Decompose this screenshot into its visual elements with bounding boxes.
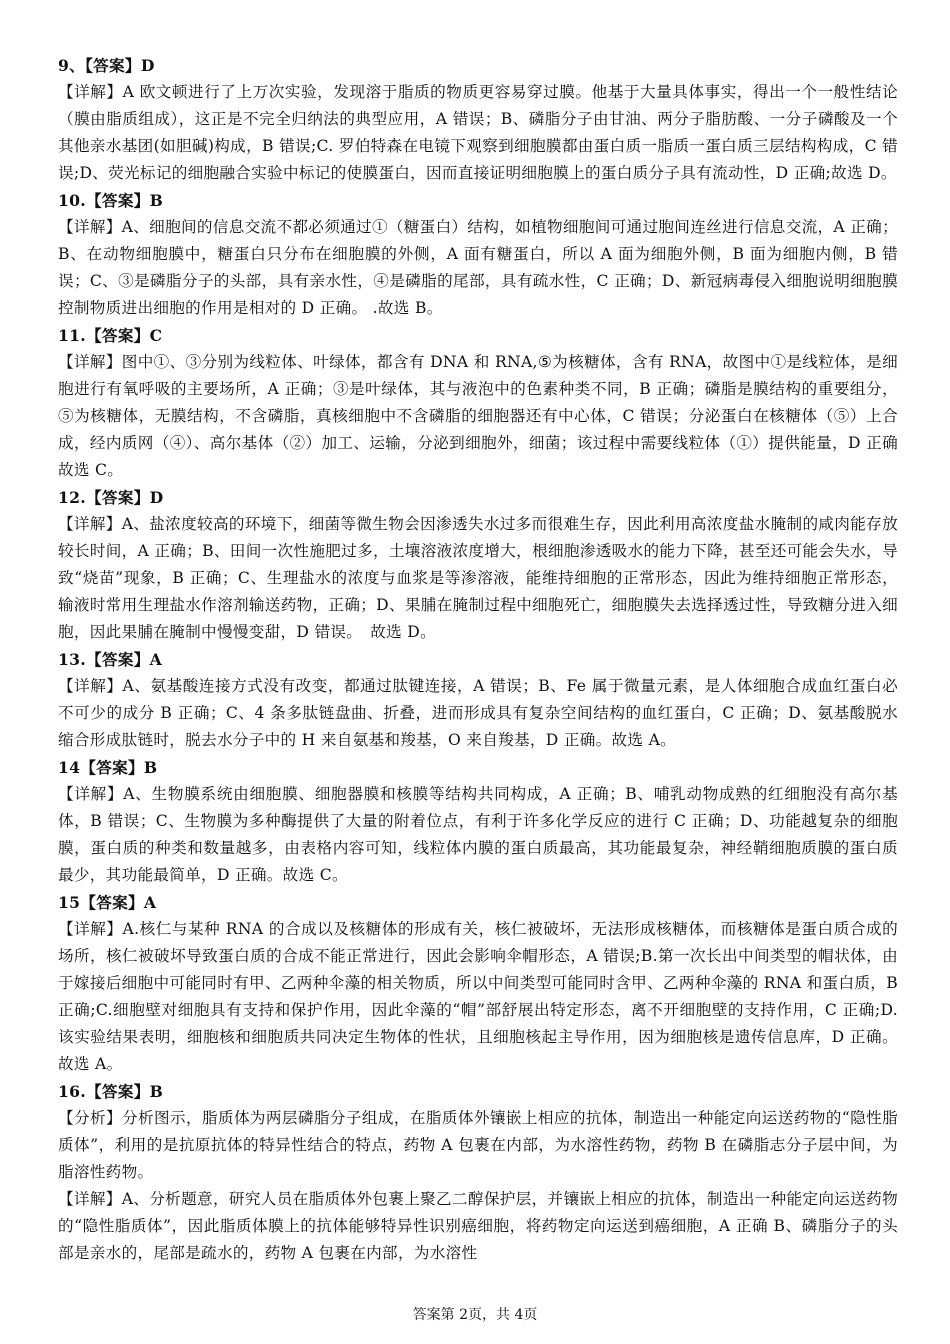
answer-heading: 15【答案】A (58, 893, 157, 912)
answer-block-14 (58, 754, 898, 889)
answer-block-15 (58, 889, 898, 1078)
explanation-paragraph: 【详解】A、氨基酸连接方式没有改变，都通过肽键连接，A 错误；B、Fe 属于微量元素，是人体细胞合成血红蛋白必不可少的成分 B 正确；C、4 条多肽链盘曲、折叠，进而形成具有复杂空间结构的血红蛋白，C 正确；D、氨基酸脱水缩合形成肽链时，脱去水分子中的 H 来自氨基和羧基，O 来自羧基，D 正确。故选 A。 (58, 677, 898, 749)
explanation-paragraph: 【详解】A、生物膜系统由细胞膜、细胞器膜和核膜等结构共同构成，A 正确；B、哺乳动物成熟的红细胞没有高尔基体，B 错误；C、生物膜为多种酶提供了大量的附着位点，有利于许多化学反应的进行 C 正确；D、功能越复杂的细胞膜，蛋白质的种类和数量越多，由表格内容可知，线粒体内膜的蛋白质最高，其功能最复杂，神经鞘细胞质膜的蛋白质最少，其功能最简单，D 正确。故选 C。 (58, 785, 898, 884)
answer-block-12 (58, 484, 898, 646)
explanation-paragraph: 【详解】A、细胞间的信息交流不都必须通过①（糖蛋白）结构，如植物细胞间可通过胞间连丝进行信息交流，A 正确；B、在动物细胞膜中，糖蛋白只分布在细胞膜的外侧，A 面有糖蛋白，所以 A 面为细胞外侧，B 面为细胞内侧，B 错误；C、③是磷脂分子的头部，具有亲水性，④是磷脂的尾部，具有疏水性，C 正确；D、新冠病毒侵入细胞说明细胞膜控制物质进出细胞的作用是相对的 D 正确。 .故选 B。 (58, 218, 898, 317)
explanation-paragraph: 【详解】A 欧文顿进行了上万次实验，发现溶于脂质的物质更容易穿过膜。他基于大量具体事实，得出一个一般性结论（膜由脂质组成），这正是不完全归纳法的典型应用，A 错误；B、磷脂分子由甘油、两分子脂肪酸、一分子磷酸及一个其他亲水基团(如胆碱)构成，B 错误;C. 罗伯特森在电镜下观察到细胞膜都由蛋白质一脂质一蛋白质三层结构构成，C 错误;D、荧光标记的细胞融合实验中标记的使膜蛋白，因而直接证明细胞膜上的蛋白质分子具有流动性，D 正确;故选 D。 (58, 83, 898, 182)
answer-block-11 (58, 322, 914, 484)
answer-block-10 (58, 187, 898, 322)
page-footer: 答案第 2页，共 4页 (412, 1307, 538, 1323)
explanation-paragraph: 【详解】A、盐浓度较高的环境下，细菌等微生物会因渗透失水过多而很难生存，因此利用高浓度盐水腌制的咸肉能存放较长时间，A 正确；B、田间一次性施肥过多，土壤溶液浓度增大，根细胞渗透吸水的能力下降，甚至还可能会失水，导致“烧苗”现象，B 正确；C、生理盐水的浓度与血浆是等渗溶液，能维持细胞的正常形态，因此为维持细胞正常形态，输液时常用生理盐水作溶剂输送药物，正确；D、果脯在腌制过程中细胞死亡，细胞膜失去选择透过性，导致糖分进入细胞，因此果脯在腌制中慢慢变甜，D 错误。 故选 D。 (58, 515, 898, 641)
answer-block-16 (58, 1078, 898, 1267)
explanation-paragraph: 【详解】A、分析题意，研究人员在脂质体外包裹上聚乙二醇保护层，并镶嵌上相应的抗体，制造出一种能定向运送药物的“隐性脂质体”，因此脂质体膜上的抗体能够特异性识别癌细胞，将药物定向运送到癌细胞，A 正确 B、磷脂分子的头部是亲水的，尾部是疏水的，药物 A 包裹在内部，为水溶性 (58, 1190, 898, 1262)
answer-heading: 16.【答案】B (58, 1082, 164, 1101)
explanation-paragraph: 【详解】A.核仁与某种 RNA 的合成以及核糖体的形成有关，核仁被破坏，无法形成核糖体，而核糖体是蛋白质合成的场所，核仁被破坏导致蛋白质的合成不能正常进行，因此会影响伞帽形态，A 错误;B.第一次长出中间类型的帽状体，由于嫁接后细胞中可能同时有甲、乙两种伞藻的相关物质，所以中间类型可能同时含甲、乙两种伞藻的 RNA 和蛋白质，B 正确;C.细胞壁对细胞具有支持和保护作用，因此伞藻的“帽”部舒展出特定形态，离不开细胞壁的支持作用，C 正确;D.该实验结果表明，细胞核和细胞质共同决定生物体的性状，且细胞核起主导作用，因为细胞核是遗传信息库，D 正确。故选 A。 (58, 920, 898, 1073)
analysis-paragraph: 【分析】分析图示，脂质体为两层磷脂分子组成，在脂质体外镶嵌上相应的抗体，制造出一种能定向运送药物的“隐性脂质体”，利用的是抗原抗体的特异性结合的特点，药物 A 包裹在内部，为水溶性药物，药物 B 在磷脂志分子层中间，为脂溶性药物。 (58, 1109, 898, 1181)
answer-block-9 (58, 52, 898, 187)
answer-heading: 13.【答案】A (58, 650, 163, 669)
answer-document (58, 52, 914, 1267)
answer-heading: 9、【答案】D (58, 56, 155, 75)
answer-heading: 14【答案】B (58, 758, 158, 777)
answer-block-13 (58, 646, 898, 754)
explanation-paragraph: 【详解】图中①、③分别为线粒体、叶绿体，都含有 DNA 和 RNA,⑤为核糖体，含有 RNA，故图中①是线粒体，是细胞进行有氧呼吸的主要场所，A 正确；③是叶绿体，其与液泡中的色素种类不同，B 正确；磷脂是膜结构的重要组分，⑤为核糖体，无膜结构，不含磷脂，真核细胞中不含磷脂的细胞器还有中心体，C 错误；分泌蛋白在核糖体（⑤）上合成，经内质网（④）、高尔基体（②）加工、运输，分泌到细胞外，细菌；该过程中需要线粒体（①）提供能量，D 正确 故选 C。 (58, 353, 914, 479)
answer-heading: 10.【答案】B (58, 191, 164, 210)
answer-heading: 11.【答案】C (58, 326, 163, 345)
answer-heading: 12.【答案】D (58, 488, 164, 507)
